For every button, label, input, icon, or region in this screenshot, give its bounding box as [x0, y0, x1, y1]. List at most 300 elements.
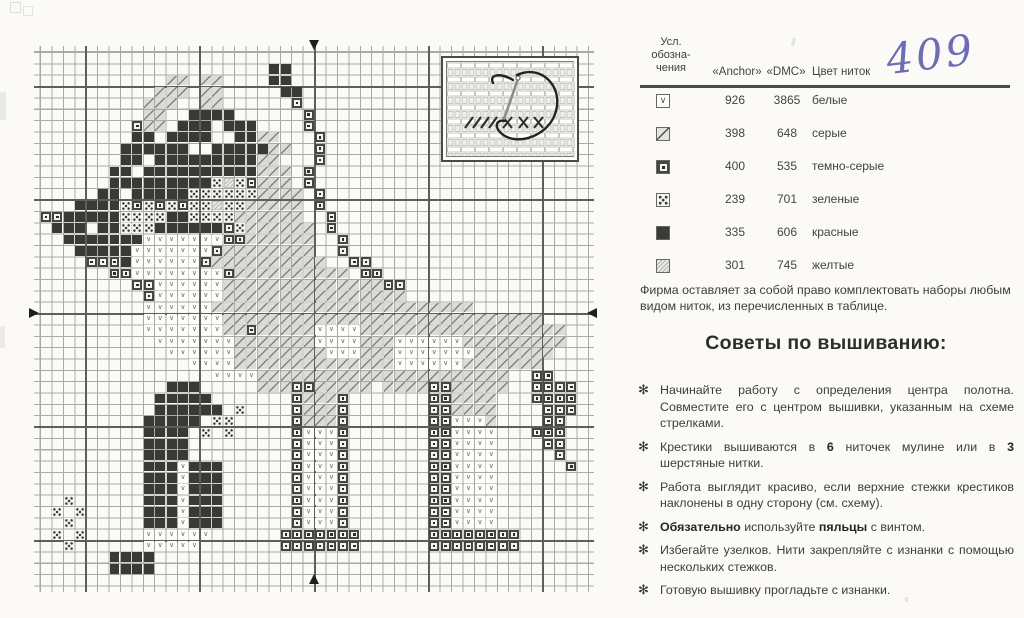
- stitch-cell: ∨: [201, 246, 211, 256]
- stitch-cell: ∨: [178, 303, 188, 313]
- stitch-cell: [121, 178, 131, 188]
- stitch-cell: [486, 530, 496, 540]
- stitch-cell: [247, 178, 257, 188]
- stitch-cell: [429, 450, 439, 460]
- stitch-cell: [155, 405, 165, 415]
- stitch-cell: ∨: [452, 496, 462, 506]
- stitch-cell: [543, 394, 553, 404]
- stitch-cell: [201, 121, 211, 131]
- stitch-cell: ∨: [338, 337, 348, 347]
- stitch-cell: [212, 405, 222, 415]
- stitch-cell: [201, 189, 211, 199]
- stitch-cell: [189, 178, 199, 188]
- stitch-cell: ∨: [338, 325, 348, 335]
- scan-artifact: [0, 326, 5, 348]
- stitch-cell: ∨: [464, 473, 474, 483]
- stitch-cell: [258, 235, 268, 245]
- stitch-cell: [201, 212, 211, 222]
- stitch-cell: ∨: [178, 235, 188, 245]
- stitch-cell: [498, 382, 508, 392]
- stitch-cell: [292, 416, 302, 426]
- stitch-cell: [292, 450, 302, 460]
- stitch-cell: [269, 348, 279, 358]
- stitch-cell: [110, 212, 120, 222]
- stitch-cell: [75, 235, 85, 245]
- stitch-cell: [144, 144, 154, 154]
- stitch-cell: ∨: [475, 518, 485, 528]
- stitch-cell: [258, 325, 268, 335]
- stitch-cell: ∨: [189, 291, 199, 301]
- stitch-cell: ∨: [247, 371, 257, 381]
- stitch-cell: [361, 257, 371, 267]
- stitch-cell: ∨: [395, 337, 405, 347]
- stitch-cell: [315, 405, 325, 415]
- stitch-cell: [224, 235, 234, 245]
- stitch-cell: [155, 428, 165, 438]
- stitch-cell: [395, 303, 405, 313]
- stitch-cell: [269, 291, 279, 301]
- stitch-cell: [532, 428, 542, 438]
- stitch-cell: [543, 405, 553, 415]
- stitch-cell: [178, 450, 188, 460]
- stitch-cell: ∨: [395, 359, 405, 369]
- stitch-cell: [395, 291, 405, 301]
- stitch-cell: [224, 428, 234, 438]
- stitch-cell: [441, 314, 451, 324]
- stitch-cell: [349, 291, 359, 301]
- stitch-cell: [361, 291, 371, 301]
- stitch-cell: [486, 359, 496, 369]
- stitch-cell: [406, 382, 416, 392]
- stitch-cell: [235, 189, 245, 199]
- stitch-cell: [258, 348, 268, 358]
- stitch-cell: [475, 337, 485, 347]
- stitch-cell: [224, 121, 234, 131]
- stitch-cell: [429, 382, 439, 392]
- stitch-cell: [338, 450, 348, 460]
- stitch-cell: [292, 325, 302, 335]
- stitch-cell: [235, 212, 245, 222]
- stitch-cell: ∨: [167, 337, 177, 347]
- stitch-cell: [144, 564, 154, 574]
- stitch-cell: [315, 530, 325, 540]
- stitch-cell: [212, 98, 222, 108]
- stitch-cell: [384, 382, 394, 392]
- stitch-cell: [269, 189, 279, 199]
- stitch-cell: [338, 473, 348, 483]
- stitch-cell: [235, 178, 245, 188]
- stitch-cell: [167, 98, 177, 108]
- stitch-cell: [361, 314, 371, 324]
- stitch-cell: [372, 291, 382, 301]
- stitch-cell: [144, 201, 154, 211]
- stitch-cell: [555, 382, 565, 392]
- stitch-cell: [75, 212, 85, 222]
- stitch-cell: ∨: [452, 359, 462, 369]
- stitch-cell: [281, 280, 291, 290]
- stitch-cell: [509, 348, 519, 358]
- stitch-cell: [555, 405, 565, 415]
- stitch-cell: [167, 518, 177, 528]
- stitch-cell: ∨: [178, 280, 188, 290]
- stitch-cell: [269, 359, 279, 369]
- stitch-cell: [258, 178, 268, 188]
- paw-bullet-icon: ✻: [638, 582, 649, 597]
- stitch-cell: ∨: [155, 314, 165, 324]
- stitch-cell: [189, 462, 199, 472]
- stitch-cell: ∨: [315, 439, 325, 449]
- stitch-cell: [406, 303, 416, 313]
- grid-heavy-line: [85, 46, 87, 592]
- stitch-cell: ∨: [189, 303, 199, 313]
- stitch-cell: [532, 394, 542, 404]
- stitch-cell: [292, 348, 302, 358]
- stitch-cell: [464, 371, 474, 381]
- stitch-cell: ∨: [486, 439, 496, 449]
- stitch-cell: [566, 405, 576, 415]
- dmc-number: 535: [776, 159, 798, 173]
- stitch-cell: ∨: [349, 325, 359, 335]
- stitch-cell: [372, 280, 382, 290]
- stitch-cell: ∨: [201, 269, 211, 279]
- stitch-cell: [532, 325, 542, 335]
- stitch-cell: [281, 257, 291, 267]
- stitch-cell: [155, 439, 165, 449]
- center-column-arrow-bottom: [309, 574, 319, 584]
- stitch-cell: [292, 98, 302, 108]
- stitch-cell: ∨: [178, 541, 188, 551]
- stitch-cell: [224, 189, 234, 199]
- stitch-cell: [327, 416, 337, 426]
- grid-heavy-line: [34, 426, 594, 428]
- stitch-cell: [361, 382, 371, 392]
- stitch-cell: [566, 382, 576, 392]
- stitch-cell: ∨: [155, 530, 165, 540]
- stitch-cell: ∨: [224, 359, 234, 369]
- stitch-cell: ∨: [178, 269, 188, 279]
- stitch-cell: ∨: [452, 462, 462, 472]
- stitch-cell: [110, 564, 120, 574]
- stitch-cell: ∨: [406, 337, 416, 347]
- stitch-cell: ∨: [212, 359, 222, 369]
- stitch-cell: [178, 76, 188, 86]
- stitch-cell: [235, 359, 245, 369]
- stitch-cell: [429, 496, 439, 506]
- stitch-cell: [132, 201, 142, 211]
- stitch-cell: ∨: [201, 291, 211, 301]
- stitch-cell: [281, 291, 291, 301]
- stitch-cell: [281, 144, 291, 154]
- stitch-cell: [52, 530, 62, 540]
- anchor-number: 400: [724, 159, 746, 173]
- stitch-cell: [178, 87, 188, 97]
- stitch-cell: [338, 496, 348, 506]
- stitch-cell: [315, 201, 325, 211]
- stitch-cell: [441, 303, 451, 313]
- stitch-cell: ∨: [189, 235, 199, 245]
- stitch-cell: ∨: [486, 484, 496, 494]
- stitch-cell: [110, 257, 120, 267]
- scan-artifact: [791, 38, 796, 47]
- stitch-cell: ∨: [155, 269, 165, 279]
- stitch-cell: [87, 212, 97, 222]
- stitch-cell: [201, 98, 211, 108]
- stitch-cell: [247, 348, 257, 358]
- stitch-cell: [110, 223, 120, 233]
- scan-artifact: [0, 92, 6, 120]
- stitch-cell: [304, 110, 314, 120]
- stitch-cell: [532, 382, 542, 392]
- stitch-cell: [189, 121, 199, 131]
- stitch-cell: [338, 314, 348, 324]
- stitch-cell: [566, 394, 576, 404]
- stitch-cell: [338, 428, 348, 438]
- stitch-cell: [429, 484, 439, 494]
- stitch-cell: [292, 530, 302, 540]
- legend-header-rule: [640, 85, 1010, 88]
- stitch-cell: [144, 132, 154, 142]
- stitch-cell: [247, 144, 257, 154]
- stitch-cell: [167, 87, 177, 97]
- stitch-cell: [372, 371, 382, 381]
- stitch-cell: ∨: [132, 269, 142, 279]
- stitch-cell: [292, 439, 302, 449]
- stitch-cell: ∨: [144, 314, 154, 324]
- stitch-cell: [87, 257, 97, 267]
- paw-bullet-icon: ✻: [638, 542, 649, 557]
- stitch-cell: ∨: [327, 439, 337, 449]
- dmc-number: 745: [776, 258, 798, 272]
- stitch-cell: ∨: [178, 507, 188, 517]
- stitch-cell: [315, 314, 325, 324]
- stitch-cell: [247, 325, 257, 335]
- stitch-cell: ∨: [132, 257, 142, 267]
- stitch-cell: [327, 269, 337, 279]
- stitch-cell: ∨: [167, 314, 177, 324]
- stitch-cell: [429, 325, 439, 335]
- stitch-cell: ∨: [418, 337, 428, 347]
- stitch-cell: [315, 291, 325, 301]
- stitch-cell: [212, 257, 222, 267]
- stitch-cell: [304, 541, 314, 551]
- stitch-cell: [486, 337, 496, 347]
- stitch-cell: ∨: [304, 473, 314, 483]
- stitch-cell: [361, 337, 371, 347]
- stitch-cell: [155, 144, 165, 154]
- stitch-cell: [384, 280, 394, 290]
- stitch-cell: ∨: [452, 337, 462, 347]
- stitch-cell: [349, 530, 359, 540]
- stitch-cell: [235, 325, 245, 335]
- stitch-cell: [178, 212, 188, 222]
- stitch-cell: [509, 337, 519, 347]
- stitch-cell: ∨: [486, 450, 496, 460]
- stitch-cell: [144, 110, 154, 120]
- stitch-cell: ∨: [212, 291, 222, 301]
- stitch-cell: [464, 405, 474, 415]
- stitch-cell: ∨: [406, 348, 416, 358]
- stitch-cell: [349, 541, 359, 551]
- dmc-number: 3865: [773, 93, 801, 107]
- stitch-cell: ∨: [167, 303, 177, 313]
- stitch-cell: [452, 303, 462, 313]
- stitch-cell: [224, 246, 234, 256]
- stitch-cell: [201, 484, 211, 494]
- tips-section-title: Советы по вышиванию:: [705, 332, 947, 354]
- stitch-cell: [235, 348, 245, 358]
- stitch-cell: [132, 552, 142, 562]
- stitch-cell: [338, 371, 348, 381]
- legend-color-column-header: Цвет ниток: [812, 66, 871, 78]
- stitch-cell: [315, 371, 325, 381]
- stitch-cell: [98, 246, 108, 256]
- stitch-cell: ∨: [155, 337, 165, 347]
- stitch-cell: [304, 382, 314, 392]
- stitch-cell: [167, 405, 177, 415]
- stitch-cell: [281, 348, 291, 358]
- stitch-cell: ∨: [475, 496, 485, 506]
- stitch-cell: [212, 416, 222, 426]
- stitch-cell: ∨: [178, 325, 188, 335]
- stitch-cell: [189, 473, 199, 483]
- stitch-cell: ∨: [155, 257, 165, 267]
- stitch-cell: ∨: [475, 484, 485, 494]
- stitch-cell: [269, 132, 279, 142]
- stitch-cell: ∨: [452, 428, 462, 438]
- anchor-number: 335: [724, 225, 746, 239]
- stitch-cell: ∨: [486, 473, 496, 483]
- stitch-cell: [258, 359, 268, 369]
- paw-bullet-icon: ✻: [638, 478, 649, 494]
- stitch-cell: [498, 359, 508, 369]
- stitch-cell: [201, 223, 211, 233]
- stitch-cell: [418, 325, 428, 335]
- stitch-cell: [292, 257, 302, 267]
- stitch-cell: [543, 371, 553, 381]
- stitch-cell: [315, 280, 325, 290]
- stitch-cell: [452, 405, 462, 415]
- stitch-cell: [178, 201, 188, 211]
- stitch-cell: [258, 144, 268, 154]
- stitch-cell: [543, 382, 553, 392]
- stitch-cell: [543, 348, 553, 358]
- stitch-cell: [315, 144, 325, 154]
- stitch-cell: [144, 496, 154, 506]
- stitch-cell: [361, 325, 371, 335]
- stitch-cell: [509, 325, 519, 335]
- stitch-cell: [281, 269, 291, 279]
- stitch-cell: [486, 348, 496, 358]
- stitch-cell: [486, 394, 496, 404]
- stitch-cell: [144, 212, 154, 222]
- stitch-cell: ∨: [486, 462, 496, 472]
- stitch-cell: [235, 235, 245, 245]
- paw-bullet-icon: ✻: [638, 438, 649, 454]
- stitch-cell: ∨: [452, 416, 462, 426]
- stitch-cell: [212, 155, 222, 165]
- stitch-cell: [167, 223, 177, 233]
- stitch-cell: ∨: [406, 359, 416, 369]
- stitch-cell: [498, 348, 508, 358]
- stitch-cell: [98, 189, 108, 199]
- stitch-cell: [338, 484, 348, 494]
- stitch-cell: [224, 155, 234, 165]
- stitch-cell: ∨: [178, 246, 188, 256]
- stitch-cell: [543, 439, 553, 449]
- stitch-cell: [41, 212, 51, 222]
- stitch-cell: [543, 337, 553, 347]
- stitch-cell: ∨: [475, 507, 485, 517]
- scan-artifact: [10, 2, 21, 13]
- stitch-cell: [144, 280, 154, 290]
- stitch-cell: [189, 110, 199, 120]
- stitch-cell: [87, 201, 97, 211]
- stitch-cell: [441, 541, 451, 551]
- stitch-cell: [155, 212, 165, 222]
- stitch-cell: ∨: [429, 359, 439, 369]
- stitch-cell: [338, 507, 348, 517]
- stitch-cell: ∨: [315, 450, 325, 460]
- stitch-cell: [464, 337, 474, 347]
- stitch-cell: [110, 269, 120, 279]
- stitch-cell: ∨: [189, 337, 199, 347]
- stitch-cell: [486, 405, 496, 415]
- stitch-cell: ∨: [464, 439, 474, 449]
- stitch-cell: ∨: [315, 428, 325, 438]
- stitch-cell: [258, 132, 268, 142]
- stitch-cell: [235, 246, 245, 256]
- stitch-cell: ∨: [464, 462, 474, 472]
- legend-row: [640, 159, 1010, 192]
- stitch-cell: [292, 246, 302, 256]
- stitch-cell: ∨: [201, 530, 211, 540]
- stitch-cell: [224, 223, 234, 233]
- stitch-cell: [247, 189, 257, 199]
- stitch-cell: [269, 257, 279, 267]
- stitch-cell: [429, 473, 439, 483]
- stitch-cell: [201, 155, 211, 165]
- stitch-cell: [384, 325, 394, 335]
- stitch-cell: [121, 155, 131, 165]
- stitch-cell: [155, 450, 165, 460]
- stitch-cell: ∨: [235, 371, 245, 381]
- stitch-cell: [201, 473, 211, 483]
- stitch-cell: [201, 507, 211, 517]
- stitch-cell: [121, 167, 131, 177]
- tip-item: ✻ Обязательно используйте пяльцы с винтом.: [638, 518, 926, 534]
- stitch-cell: ∨: [178, 530, 188, 540]
- stitch-cell: [155, 189, 165, 199]
- stitch-cell: [338, 405, 348, 415]
- stitch-cell: ∨: [315, 507, 325, 517]
- stitch-cell: ∨: [486, 428, 496, 438]
- stitch-cell: [475, 314, 485, 324]
- stitch-cell: [258, 212, 268, 222]
- stitch-cell: ∨: [167, 325, 177, 335]
- stitch-cell: ∨: [464, 416, 474, 426]
- stitch-cell: ∨: [464, 428, 474, 438]
- stitch-cell: [475, 405, 485, 415]
- stitch-cell: [155, 507, 165, 517]
- tip-item: ✻ Работа выглядит красиво, если верхние стежки крестиков наклонены в одну сторону (см. схему).: [638, 478, 1014, 510]
- stitch-cell: [201, 178, 211, 188]
- stitch-cell: [338, 530, 348, 540]
- stitch-cell: [281, 167, 291, 177]
- stitch-cell: [292, 291, 302, 301]
- stitch-cell: [224, 291, 234, 301]
- stitch-cell: [281, 76, 291, 86]
- stitch-cell: ∨: [327, 473, 337, 483]
